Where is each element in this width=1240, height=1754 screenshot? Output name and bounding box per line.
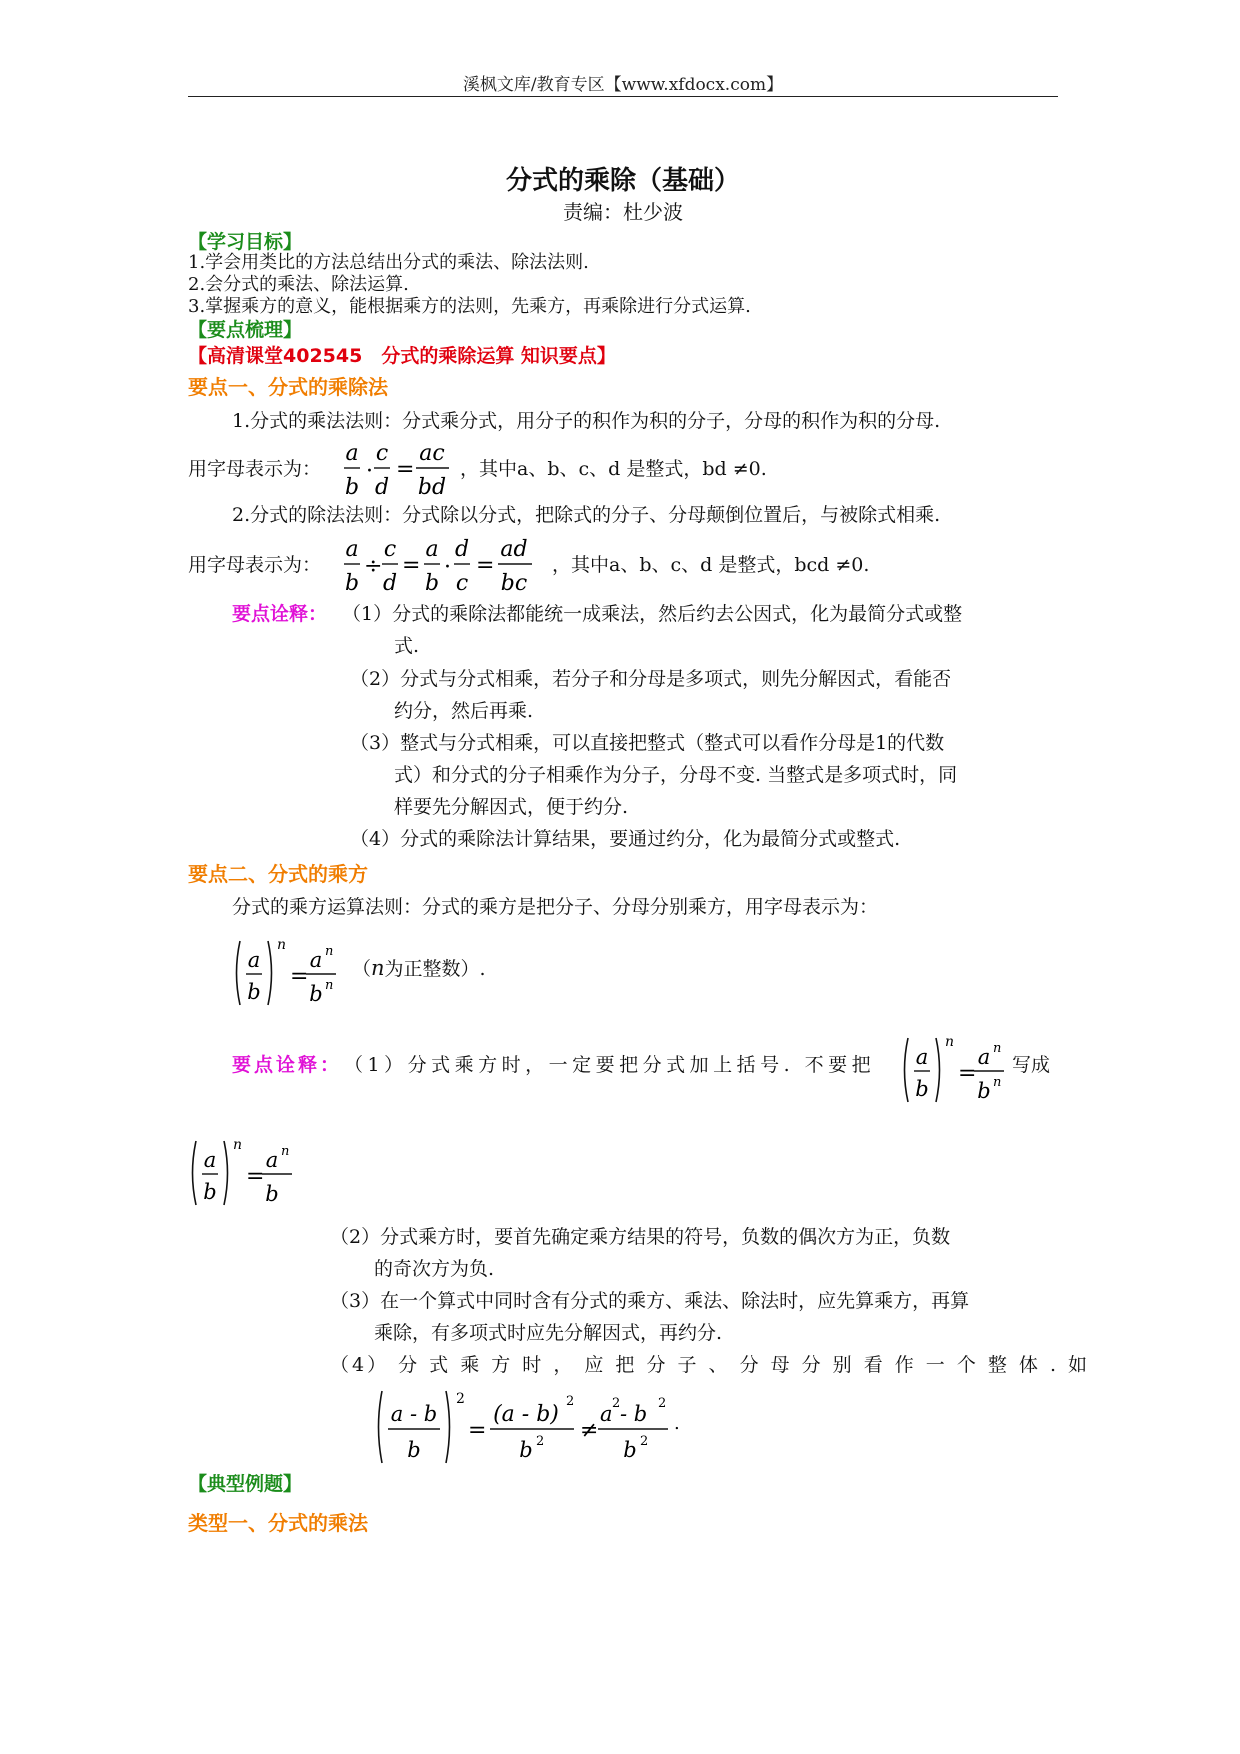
- power-formula: [232, 935, 352, 1017]
- point1-note-3-cont2: 样要先分解因式，便于约分.: [394, 796, 629, 818]
- formula-denominator-d: d: [374, 475, 390, 500]
- formula-denominator-b: b: [344, 475, 360, 500]
- svg-text:a: a: [915, 1045, 929, 1069]
- point1-note-1-cont: 式.: [394, 635, 420, 657]
- pow-num-exp: n: [325, 944, 334, 959]
- formula-numerator-c: c: [375, 441, 389, 466]
- page-header: 溪枫文库/教育专区【www.xfdocx.com】: [462, 75, 784, 95]
- point1-note-3: （3）整式与分式相乘，可以直接把整式（整式可以看作分母是1的代数: [350, 732, 945, 754]
- ex-num-a2: a: [600, 1402, 613, 1426]
- ex-num-minus-b: - b: [620, 1402, 648, 1426]
- div-equals-1: =: [402, 553, 421, 578]
- point1-note-1: （1）分式的乘除法都能统一成乘法，然后约去公因式，化为最简分式或整: [342, 603, 963, 625]
- page-title: 分式的乘除（基础）: [505, 166, 740, 196]
- svg-text:b: b: [915, 1077, 929, 1101]
- ex-num-b2-exp: 2: [658, 1396, 667, 1411]
- div-num-c: c: [383, 537, 397, 562]
- point2-note-2-cont: 的奇次方为负.: [374, 1258, 495, 1280]
- ex-num-a-minus-b: a - b: [390, 1402, 438, 1426]
- svg-text:a: a: [203, 1148, 217, 1172]
- point2-rule: 分式的乘方运算法则：分式的乘方是把分子、分母分别乘方，用字母表示为：: [232, 896, 879, 918]
- point1-rule2: 2.分式的除法法则：分式除以分式，把除式的分子、分母颠倒位置后，与被除式相乘.: [232, 504, 941, 526]
- svg-text:n: n: [993, 1075, 1002, 1090]
- formula-numerator-a: a: [345, 441, 359, 466]
- ex-den-b-2: b: [519, 1438, 533, 1462]
- point2-note-3: （3）在一个算式中同时含有分式的乘方、乘法、除法时，应先算乘方，再算: [330, 1290, 970, 1312]
- div-den-b: b: [344, 571, 360, 596]
- ex-num-paren: (a - b): [493, 1402, 559, 1427]
- ex-den-exp: 2: [536, 1434, 545, 1449]
- pow-equals: =: [290, 964, 309, 989]
- point1-rule2-condition: ，其中a、b、c、d 是整式，bcd ≠0.: [552, 554, 870, 576]
- pow-exp-n: n: [277, 937, 287, 953]
- div-equals-2: =: [476, 553, 495, 578]
- point1-note-2: （2）分式与分式相乘，若分子和分母是多项式，则先分解因式，看能否: [350, 668, 952, 690]
- div-sign: ÷: [364, 554, 383, 579]
- course-link[interactable]: 【高清课堂402545 分式的乘除运算 知识要点】: [188, 345, 616, 367]
- examples-type1-heading: 类型一、分式的乘法: [188, 1511, 368, 1535]
- ex-exp-2: 2: [456, 1391, 465, 1407]
- point1-note-3-cont1: 式）和分式的分子相乘作为分子，分母不变. 当整式是多项式时，同: [394, 764, 958, 786]
- svg-text:n: n: [233, 1137, 243, 1153]
- pow-den-exp: n: [325, 978, 334, 993]
- div-den-bc: bc: [500, 571, 528, 596]
- wrong-power-formula-a: [900, 1032, 1018, 1114]
- div-den-c: c: [455, 571, 469, 596]
- svg-text:=: =: [958, 1061, 977, 1086]
- div-num-ad: ad: [500, 537, 528, 562]
- ex-period: .: [674, 1413, 680, 1434]
- ex-neq: ≠: [580, 1418, 599, 1443]
- ex-num-paren-exp: 2: [566, 1394, 575, 1409]
- svg-text:b: b: [977, 1079, 991, 1103]
- objective-item-1: 1.学会用类比的方法总结出分式的乘法、除法法则.: [188, 252, 589, 273]
- point1-express-label-1: 用字母表示为：: [188, 458, 322, 480]
- ex-den-b2-exp: 2: [640, 1434, 649, 1449]
- formula-times: ·: [366, 459, 373, 484]
- objectives-heading: 【学习目标】: [188, 231, 303, 253]
- point1-heading: 要点一、分式的乘除法: [188, 375, 388, 399]
- formula-denominator-bd: bd: [417, 475, 447, 500]
- svg-text:a: a: [977, 1045, 991, 1069]
- div-den-b-2: b: [424, 571, 440, 596]
- wrong-power-formula-b: [188, 1135, 306, 1217]
- point2-note-2: （2）分式乘方时，要首先确定乘方结果的符号，负数的偶次方为正，负数: [330, 1226, 951, 1248]
- pow-den-b: b: [247, 980, 261, 1004]
- svg-text:n: n: [993, 1041, 1002, 1056]
- svg-text:=: =: [246, 1164, 265, 1189]
- div-num-a-2: a: [425, 537, 439, 562]
- div-num-a: a: [345, 537, 359, 562]
- point2-note-1: （1）分式乘方时，一定要把分式加上括号. 不要把: [344, 1054, 876, 1076]
- editor-line: 责编：杜少波: [563, 200, 683, 224]
- ex-den-b: b: [407, 1438, 421, 1462]
- point2-note-1-post: 写成: [1012, 1054, 1051, 1076]
- examples-heading: 【典型例题】: [188, 1473, 303, 1495]
- point2-note-label: 要点诠释：: [232, 1054, 343, 1076]
- svg-text:n: n: [281, 1144, 290, 1159]
- ex-den-b2: b: [623, 1438, 637, 1462]
- objective-item-3: 3.掌握乘方的意义，能根据乘方的法则，先乘方，再乘除进行分式运算.: [188, 296, 751, 317]
- point1-note-2-cont: 约分，然后再乘.: [394, 700, 534, 722]
- pow-den-b-n: b: [309, 982, 323, 1006]
- point1-note-4: （4）分式的乘除法计算结果，要通过约分，化为最简分式或整式.: [350, 828, 901, 850]
- pow-num-a: a: [247, 948, 261, 972]
- div-times: ·: [444, 555, 451, 580]
- svg-text:n: n: [945, 1034, 955, 1050]
- point2-heading: 要点二、分式的乘方: [188, 862, 368, 886]
- formula-equals: =: [396, 457, 415, 482]
- formula-numerator-ac: ac: [419, 441, 445, 466]
- ex-equals: =: [468, 1418, 487, 1443]
- pow-num-a-n: a: [309, 948, 323, 972]
- division-formula: [342, 528, 562, 604]
- summary-heading: 【要点梳理】: [188, 319, 303, 341]
- power-formula-note: （n为正整数）.: [352, 956, 486, 980]
- point2-note-3-cont: 乘除，有多项式时应先分解因式，再约分.: [374, 1322, 723, 1344]
- svg-text:b: b: [203, 1180, 217, 1204]
- point1-note-label: 要点诠释：: [232, 603, 328, 625]
- svg-text:b: b: [265, 1182, 279, 1206]
- multiplication-formula: [342, 432, 462, 508]
- point1-express-label-2: 用字母表示为：: [188, 554, 322, 576]
- svg-text:a: a: [265, 1148, 279, 1172]
- objective-item-2: 2.会分式的乘法、除法运算.: [188, 274, 409, 295]
- power-example-formula: [374, 1385, 694, 1471]
- point1-rule1: 1.分式的乘法法则：分式乘分式，用分子的积作为积的分子，分母的积作为积的分母.: [232, 410, 941, 432]
- point1-rule1-condition: ，其中a、b、c、d 是整式，bd ≠0.: [460, 458, 767, 480]
- div-num-d: d: [454, 537, 470, 562]
- ex-num-a2-exp: 2: [612, 1396, 621, 1411]
- point2-note-4: （4） 分 式 乘 方 时 ， 应 把 分 子 、 分 母 分 别 看 作 一 个 整 体 . 如: [330, 1354, 1091, 1376]
- div-den-d: d: [382, 571, 398, 596]
- header-divider: [188, 96, 1058, 97]
